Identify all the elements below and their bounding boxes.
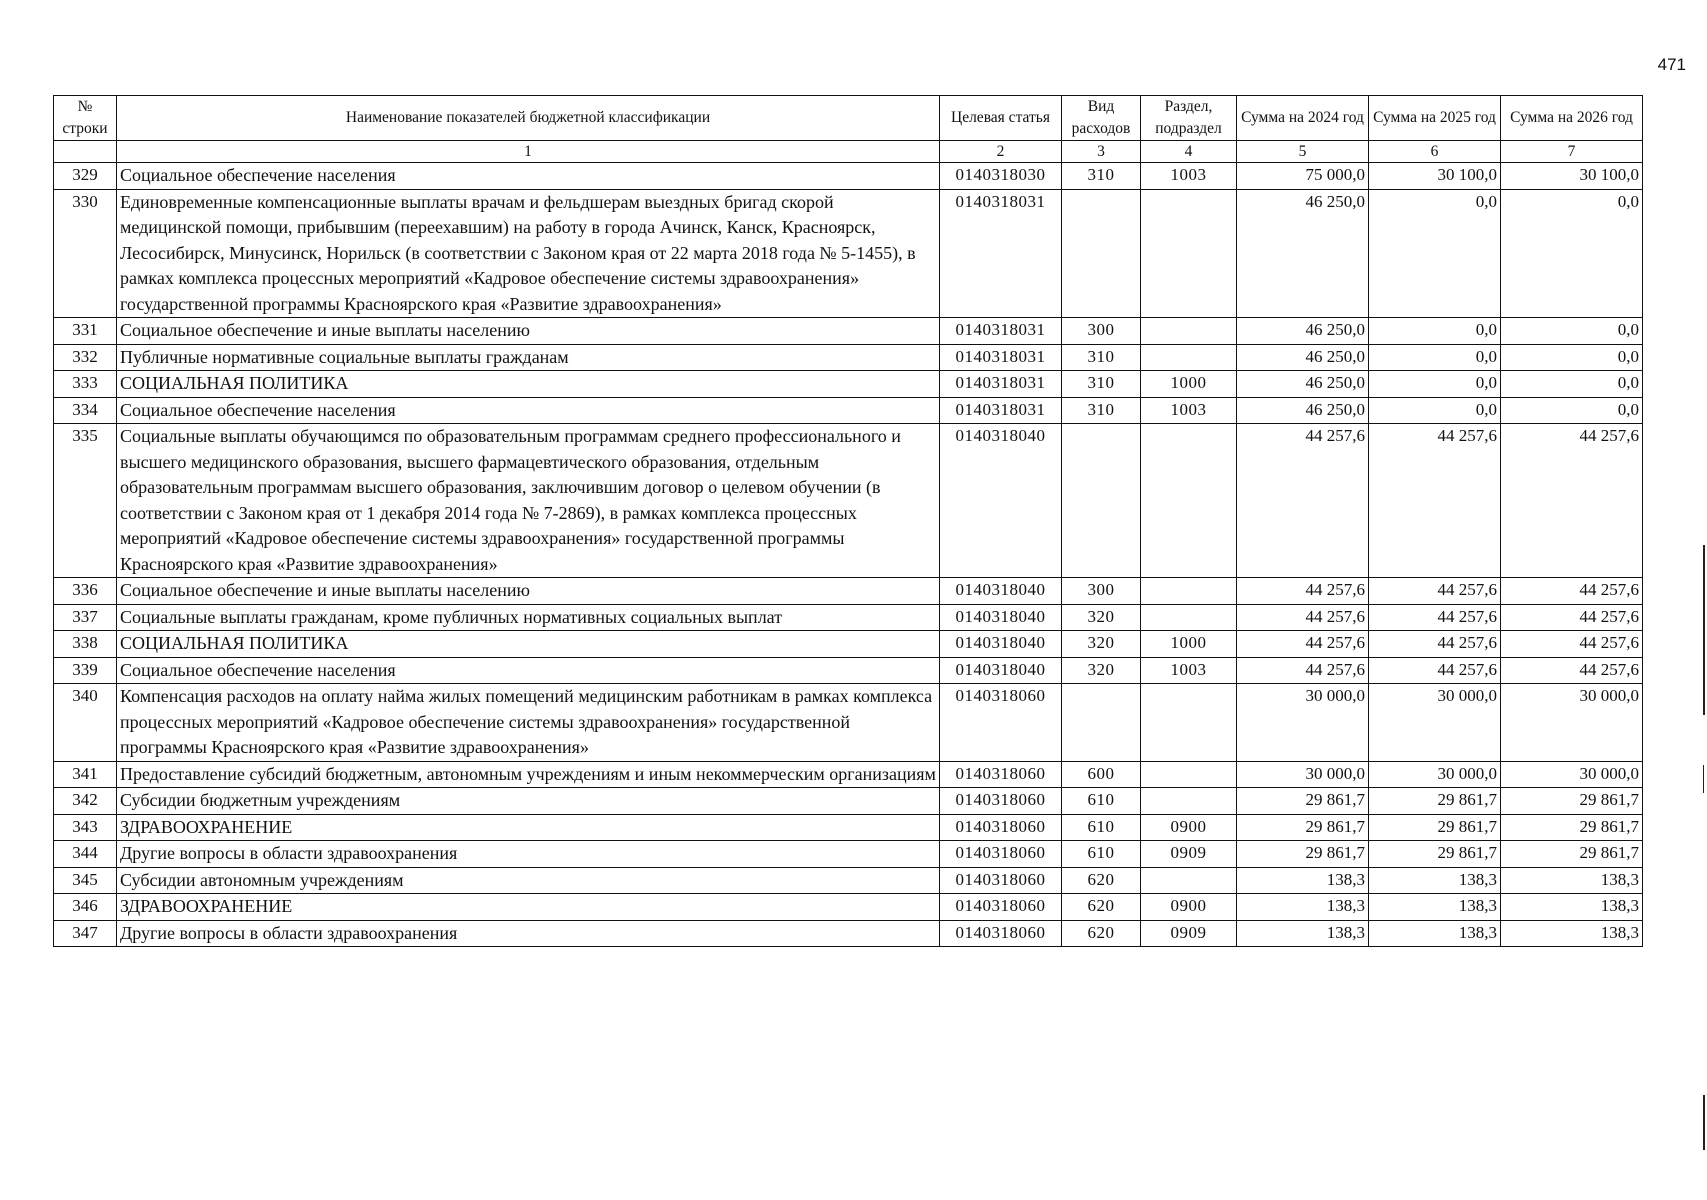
row-expense-type: 310: [1062, 344, 1141, 371]
row-sum-2024: 138,3: [1237, 867, 1369, 894]
row-sum-2025: 0,0: [1369, 189, 1501, 318]
table-row: [54, 867, 1643, 894]
row-section: [1141, 189, 1237, 318]
row-expense-type: 320: [1062, 657, 1141, 684]
row-target-code: 0140318060: [940, 761, 1062, 788]
row-sum-2024: 44 257,6: [1237, 604, 1369, 631]
row-section: 0900: [1141, 894, 1237, 921]
row-name: Другие вопросы в области здравоохранения: [117, 920, 940, 947]
row-section: [1141, 788, 1237, 815]
header-name: Наименование показателей бюджетной классификации: [117, 96, 940, 141]
column-number: 7: [1501, 141, 1643, 163]
table-row: [54, 788, 1643, 815]
row-name: Социальное обеспечение и иные выплаты населению: [117, 318, 940, 345]
row-target-code: 0140318031: [940, 344, 1062, 371]
row-sum-2026: 29 861,7: [1501, 814, 1643, 841]
row-name: Публичные нормативные социальные выплаты гражданам: [117, 344, 940, 371]
row-expense-type: 300: [1062, 318, 1141, 345]
row-number: 330: [54, 189, 117, 318]
row-expense-type: 620: [1062, 920, 1141, 947]
row-sum-2025: 44 257,6: [1369, 657, 1501, 684]
row-sum-2026: 30 000,0: [1501, 761, 1643, 788]
row-sum-2024: 46 250,0: [1237, 397, 1369, 424]
row-name: Социальные выплаты обучающимся по образовательным программам среднего профессионального и высшего медицинского образования, высшего фармацевтического образования, отдельным образовательным программам высшего образования, заключившим договор о целевом обучении (в соответствии с Законом края от 1 декабря 2014 года № 7-2869), в рамках комплекса процессных мероприятий «Кадровое обеспечение системы здравоохранения» государственной программы Красноярского края «Развитие здравоохранения»: [117, 424, 940, 578]
row-sum-2025: 30 100,0: [1369, 163, 1501, 190]
page-number: 471: [1657, 55, 1686, 74]
row-sum-2026: 0,0: [1501, 344, 1643, 371]
row-expense-type: 320: [1062, 604, 1141, 631]
row-sum-2026: 30 000,0: [1501, 684, 1643, 762]
row-sum-2026: 0,0: [1501, 189, 1643, 318]
row-sum-2024: 138,3: [1237, 894, 1369, 921]
row-sum-2024: 44 257,6: [1237, 578, 1369, 605]
row-number: 331: [54, 318, 117, 345]
header-sum-2025: Сумма на 2025 год: [1369, 96, 1501, 141]
row-target-code: 0140318031: [940, 371, 1062, 398]
header-expense-type: Вид расходов: [1062, 96, 1141, 141]
row-sum-2026: 29 861,7: [1501, 841, 1643, 868]
row-number: 343: [54, 814, 117, 841]
scan-edge-mark: [1703, 1095, 1705, 1150]
row-name: Социальное обеспечение населения: [117, 657, 940, 684]
table-row: [54, 371, 1643, 398]
row-sum-2025: 0,0: [1369, 371, 1501, 398]
table-row: [54, 344, 1643, 371]
table-row: [54, 814, 1643, 841]
header-row-no: № строки: [54, 96, 117, 141]
table-row: [54, 894, 1643, 921]
row-sum-2026: 138,3: [1501, 867, 1643, 894]
row-sum-2026: 30 100,0: [1501, 163, 1643, 190]
column-number: [54, 141, 117, 163]
table-header: [54, 96, 1643, 163]
row-expense-type: 310: [1062, 163, 1141, 190]
row-number: 336: [54, 578, 117, 605]
row-section: 0900: [1141, 814, 1237, 841]
row-target-code: 0140318040: [940, 424, 1062, 578]
row-target-code: 0140318040: [940, 631, 1062, 658]
row-section: [1141, 761, 1237, 788]
table-row: [54, 397, 1643, 424]
row-target-code: 0140318060: [940, 894, 1062, 921]
row-section: [1141, 578, 1237, 605]
row-number: 340: [54, 684, 117, 762]
row-number: 329: [54, 163, 117, 190]
row-sum-2026: 44 257,6: [1501, 578, 1643, 605]
column-number-row: [54, 141, 1643, 163]
table-row: [54, 631, 1643, 658]
row-name: Социальное обеспечение населения: [117, 397, 940, 424]
row-target-code: 0140318031: [940, 397, 1062, 424]
row-expense-type: 610: [1062, 788, 1141, 815]
row-target-code: 0140318040: [940, 604, 1062, 631]
row-section: [1141, 344, 1237, 371]
row-section: 0909: [1141, 841, 1237, 868]
row-sum-2026: 44 257,6: [1501, 631, 1643, 658]
row-sum-2025: 30 000,0: [1369, 684, 1501, 762]
row-sum-2026: 0,0: [1501, 371, 1643, 398]
row-sum-2025: 29 861,7: [1369, 788, 1501, 815]
row-section: 1000: [1141, 371, 1237, 398]
row-sum-2024: 46 250,0: [1237, 318, 1369, 345]
table-row: [54, 761, 1643, 788]
row-expense-type: 300: [1062, 578, 1141, 605]
row-section: 1003: [1141, 397, 1237, 424]
row-sum-2026: 44 257,6: [1501, 604, 1643, 631]
table-row: [54, 578, 1643, 605]
row-target-code: 0140318031: [940, 189, 1062, 318]
row-expense-type: [1062, 189, 1141, 318]
row-target-code: 0140318030: [940, 163, 1062, 190]
row-name: Субсидии автономным учреждениям: [117, 867, 940, 894]
row-section: [1141, 604, 1237, 631]
row-section: 0909: [1141, 920, 1237, 947]
row-sum-2024: 44 257,6: [1237, 631, 1369, 658]
row-number: 347: [54, 920, 117, 947]
header-sum-2024: Сумма на 2024 год: [1237, 96, 1369, 141]
row-sum-2026: 44 257,6: [1501, 424, 1643, 578]
row-target-code: 0140318060: [940, 841, 1062, 868]
row-sum-2025: 29 861,7: [1369, 814, 1501, 841]
column-number: 1: [117, 141, 940, 163]
row-number: 342: [54, 788, 117, 815]
row-sum-2024: 46 250,0: [1237, 344, 1369, 371]
table-row: [54, 920, 1643, 947]
row-name: СОЦИАЛЬНАЯ ПОЛИТИКА: [117, 631, 940, 658]
row-sum-2025: 0,0: [1369, 397, 1501, 424]
row-number: 337: [54, 604, 117, 631]
row-name: Компенсация расходов на оплату найма жилых помещений медицинским работникам в рамках комплекса процессных мероприятий «Кадровое обеспечение системы здравоохранения» государственной программы Красноярского края «Развитие здравоохранения»: [117, 684, 940, 762]
row-sum-2024: 75 000,0: [1237, 163, 1369, 190]
row-name: ЗДРАВООХРАНЕНИЕ: [117, 814, 940, 841]
row-name: Социальное обеспечение населения: [117, 163, 940, 190]
row-section: 1003: [1141, 163, 1237, 190]
row-target-code: 0140318040: [940, 578, 1062, 605]
row-name: ЗДРАВООХРАНЕНИЕ: [117, 894, 940, 921]
row-sum-2024: 30 000,0: [1237, 684, 1369, 762]
row-number: 346: [54, 894, 117, 921]
row-sum-2026: 0,0: [1501, 318, 1643, 345]
row-section: [1141, 867, 1237, 894]
row-sum-2025: 0,0: [1369, 344, 1501, 371]
row-target-code: 0140318060: [940, 867, 1062, 894]
table-row: [54, 841, 1643, 868]
row-sum-2025: 138,3: [1369, 867, 1501, 894]
header-target: Целевая статья: [940, 96, 1062, 141]
column-number: 4: [1141, 141, 1237, 163]
row-sum-2025: 44 257,6: [1369, 578, 1501, 605]
row-name: Социальное обеспечение и иные выплаты населению: [117, 578, 940, 605]
row-section: 1003: [1141, 657, 1237, 684]
row-name: Единовременные компенсационные выплаты врачам и фельдшерам выездных бригад скорой медицинской помощи, прибывшим (переехавшим) на работу в города Ачинск, Канск, Красноярск, Лесосибирск, Минусинск, Норильск (в соответствии с Законом края от 22 марта 2018 года № 5-1455), в рамках комплекса процессных мероприятий «Кадровое обеспечение системы здравоохранения» государственной программы Красноярского края «Развитие здравоохранения»: [117, 189, 940, 318]
row-number: 338: [54, 631, 117, 658]
row-sum-2024: 29 861,7: [1237, 814, 1369, 841]
row-sum-2025: 44 257,6: [1369, 604, 1501, 631]
row-section: [1141, 424, 1237, 578]
row-section: 1000: [1141, 631, 1237, 658]
row-sum-2024: 46 250,0: [1237, 189, 1369, 318]
row-number: 334: [54, 397, 117, 424]
row-sum-2024: 44 257,6: [1237, 657, 1369, 684]
row-target-code: 0140318060: [940, 684, 1062, 762]
row-sum-2026: 0,0: [1501, 397, 1643, 424]
row-name: Социальные выплаты гражданам, кроме публичных нормативных социальных выплат: [117, 604, 940, 631]
row-sum-2024: 138,3: [1237, 920, 1369, 947]
row-number: 333: [54, 371, 117, 398]
row-sum-2025: 29 861,7: [1369, 841, 1501, 868]
row-expense-type: 600: [1062, 761, 1141, 788]
table-row: [54, 189, 1643, 318]
row-expense-type: [1062, 424, 1141, 578]
table-row: [54, 163, 1643, 190]
row-sum-2025: 30 000,0: [1369, 761, 1501, 788]
row-number: 345: [54, 867, 117, 894]
table-row: [54, 604, 1643, 631]
row-expense-type: 620: [1062, 867, 1141, 894]
row-name: Предоставление субсидий бюджетным, автономным учреждениям и иным некоммерческим организациям: [117, 761, 940, 788]
row-target-code: 0140318060: [940, 788, 1062, 815]
table-row: [54, 424, 1643, 578]
column-number: 3: [1062, 141, 1141, 163]
table-row: [54, 684, 1643, 762]
row-section: [1141, 318, 1237, 345]
row-sum-2026: 44 257,6: [1501, 657, 1643, 684]
row-expense-type: 320: [1062, 631, 1141, 658]
column-number: 5: [1237, 141, 1369, 163]
row-sum-2025: 44 257,6: [1369, 631, 1501, 658]
row-sum-2024: 29 861,7: [1237, 788, 1369, 815]
row-expense-type: 620: [1062, 894, 1141, 921]
row-expense-type: 610: [1062, 814, 1141, 841]
row-target-code: 0140318060: [940, 814, 1062, 841]
row-sum-2025: 138,3: [1369, 894, 1501, 921]
row-name: Другие вопросы в области здравоохранения: [117, 841, 940, 868]
row-expense-type: [1062, 684, 1141, 762]
column-number: 2: [940, 141, 1062, 163]
row-section: [1141, 684, 1237, 762]
row-sum-2024: 46 250,0: [1237, 371, 1369, 398]
scan-edge-mark: [1703, 765, 1704, 793]
row-number: 332: [54, 344, 117, 371]
column-number: 6: [1369, 141, 1501, 163]
row-number: 335: [54, 424, 117, 578]
row-expense-type: 310: [1062, 371, 1141, 398]
row-sum-2024: 29 861,7: [1237, 841, 1369, 868]
header-section: Раздел, подраздел: [1141, 96, 1237, 141]
table-row: [54, 657, 1643, 684]
row-sum-2024: 44 257,6: [1237, 424, 1369, 578]
table-body: [54, 163, 1643, 947]
row-sum-2026: 138,3: [1501, 894, 1643, 921]
row-sum-2025: 0,0: [1369, 318, 1501, 345]
row-number: 339: [54, 657, 117, 684]
scan-edge-mark: [1703, 545, 1705, 715]
row-number: 344: [54, 841, 117, 868]
table-row: [54, 318, 1643, 345]
row-sum-2025: 138,3: [1369, 920, 1501, 947]
row-expense-type: 610: [1062, 841, 1141, 868]
row-sum-2024: 30 000,0: [1237, 761, 1369, 788]
row-target-code: 0140318031: [940, 318, 1062, 345]
row-expense-type: 310: [1062, 397, 1141, 424]
row-target-code: 0140318060: [940, 920, 1062, 947]
row-sum-2025: 44 257,6: [1369, 424, 1501, 578]
row-sum-2026: 29 861,7: [1501, 788, 1643, 815]
row-sum-2026: 138,3: [1501, 920, 1643, 947]
budget-table: [53, 95, 1643, 947]
row-name: Субсидии бюджетным учреждениям: [117, 788, 940, 815]
row-name: СОЦИАЛЬНАЯ ПОЛИТИКА: [117, 371, 940, 398]
row-number: 341: [54, 761, 117, 788]
header-sum-2026: Сумма на 2026 год: [1501, 96, 1643, 141]
row-target-code: 0140318040: [940, 657, 1062, 684]
